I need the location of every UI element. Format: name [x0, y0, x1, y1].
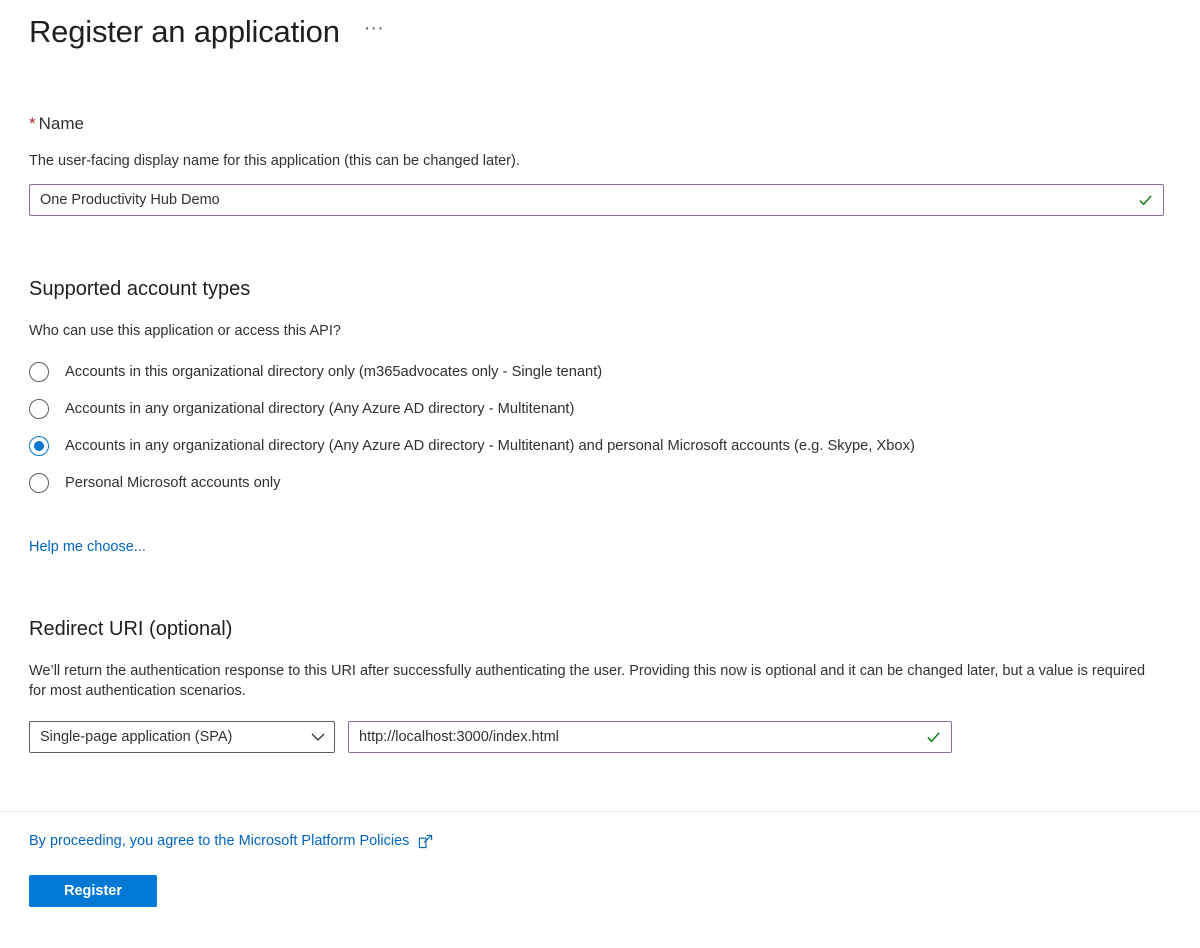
radio-indicator[interactable]	[29, 399, 49, 419]
platform-select-value: Single-page application (SPA)	[40, 729, 233, 745]
name-input-wrap	[29, 184, 1164, 216]
radio-label: Personal Microsoft accounts only	[65, 474, 281, 491]
name-description: The user-facing display name for this application (this can be changed later).	[29, 153, 520, 169]
redirect-uri-input-wrap	[348, 721, 952, 753]
page-title: Register an application	[29, 14, 340, 49]
platform-policies-line	[29, 833, 433, 849]
name-label	[29, 114, 1171, 134]
redirect-uri-row	[29, 721, 1171, 753]
radio-indicator[interactable]	[29, 473, 49, 493]
account-types-title: Supported account types	[29, 278, 251, 300]
help-me-choose-link[interactable]: Help me choose...	[29, 539, 146, 555]
platform-policies-link[interactable]: By proceeding, you agree to the Microsoft Platform Policies	[29, 833, 410, 849]
radio-label: Accounts in this organizational directory only (m365advocates only - Single tenant)	[65, 363, 603, 380]
account-types-radio-group	[29, 353, 1171, 501]
radio-option-multitenant-and-personal[interactable]	[29, 427, 1171, 464]
redirect-uri-title: Redirect URI (optional)	[29, 618, 233, 640]
radio-indicator[interactable]	[29, 362, 49, 382]
radio-option-single-tenant[interactable]	[29, 353, 1171, 390]
external-link-icon[interactable]	[418, 834, 433, 849]
radio-label: Accounts in any organizational directory (Any Azure AD directory - Multitenant)	[65, 400, 575, 417]
platform-select-wrap	[29, 721, 335, 753]
radio-indicator[interactable]	[29, 436, 49, 456]
platform-select[interactable]	[29, 721, 335, 753]
name-input[interactable]	[29, 184, 1164, 216]
required-marker: *	[29, 114, 36, 133]
more-options-icon[interactable]: ···	[363, 17, 384, 39]
account-types-question: Who can use this application or access this API?	[29, 323, 341, 339]
redirect-uri-description: We’ll return the authentication response to this URI after successfully authenticating the user. Providing this now is optional and it can be changed later, but a value is required for most authentication scenarios.	[29, 663, 1146, 699]
page-footer	[29, 833, 433, 907]
redirect-uri-input[interactable]	[348, 721, 952, 753]
register-button[interactable]: Register	[29, 875, 157, 907]
name-label-text: Name	[38, 114, 84, 133]
radio-option-personal-only[interactable]	[29, 464, 1171, 501]
form-content	[0, 114, 1200, 753]
radio-option-multitenant[interactable]	[29, 390, 1171, 427]
page-header	[0, 0, 1200, 52]
footer-divider	[0, 811, 1200, 812]
radio-label: Accounts in any organizational directory (Any Azure AD directory - Multitenant) and personal Microsoft accounts (e.g. Skype, Xbox)	[65, 437, 915, 454]
